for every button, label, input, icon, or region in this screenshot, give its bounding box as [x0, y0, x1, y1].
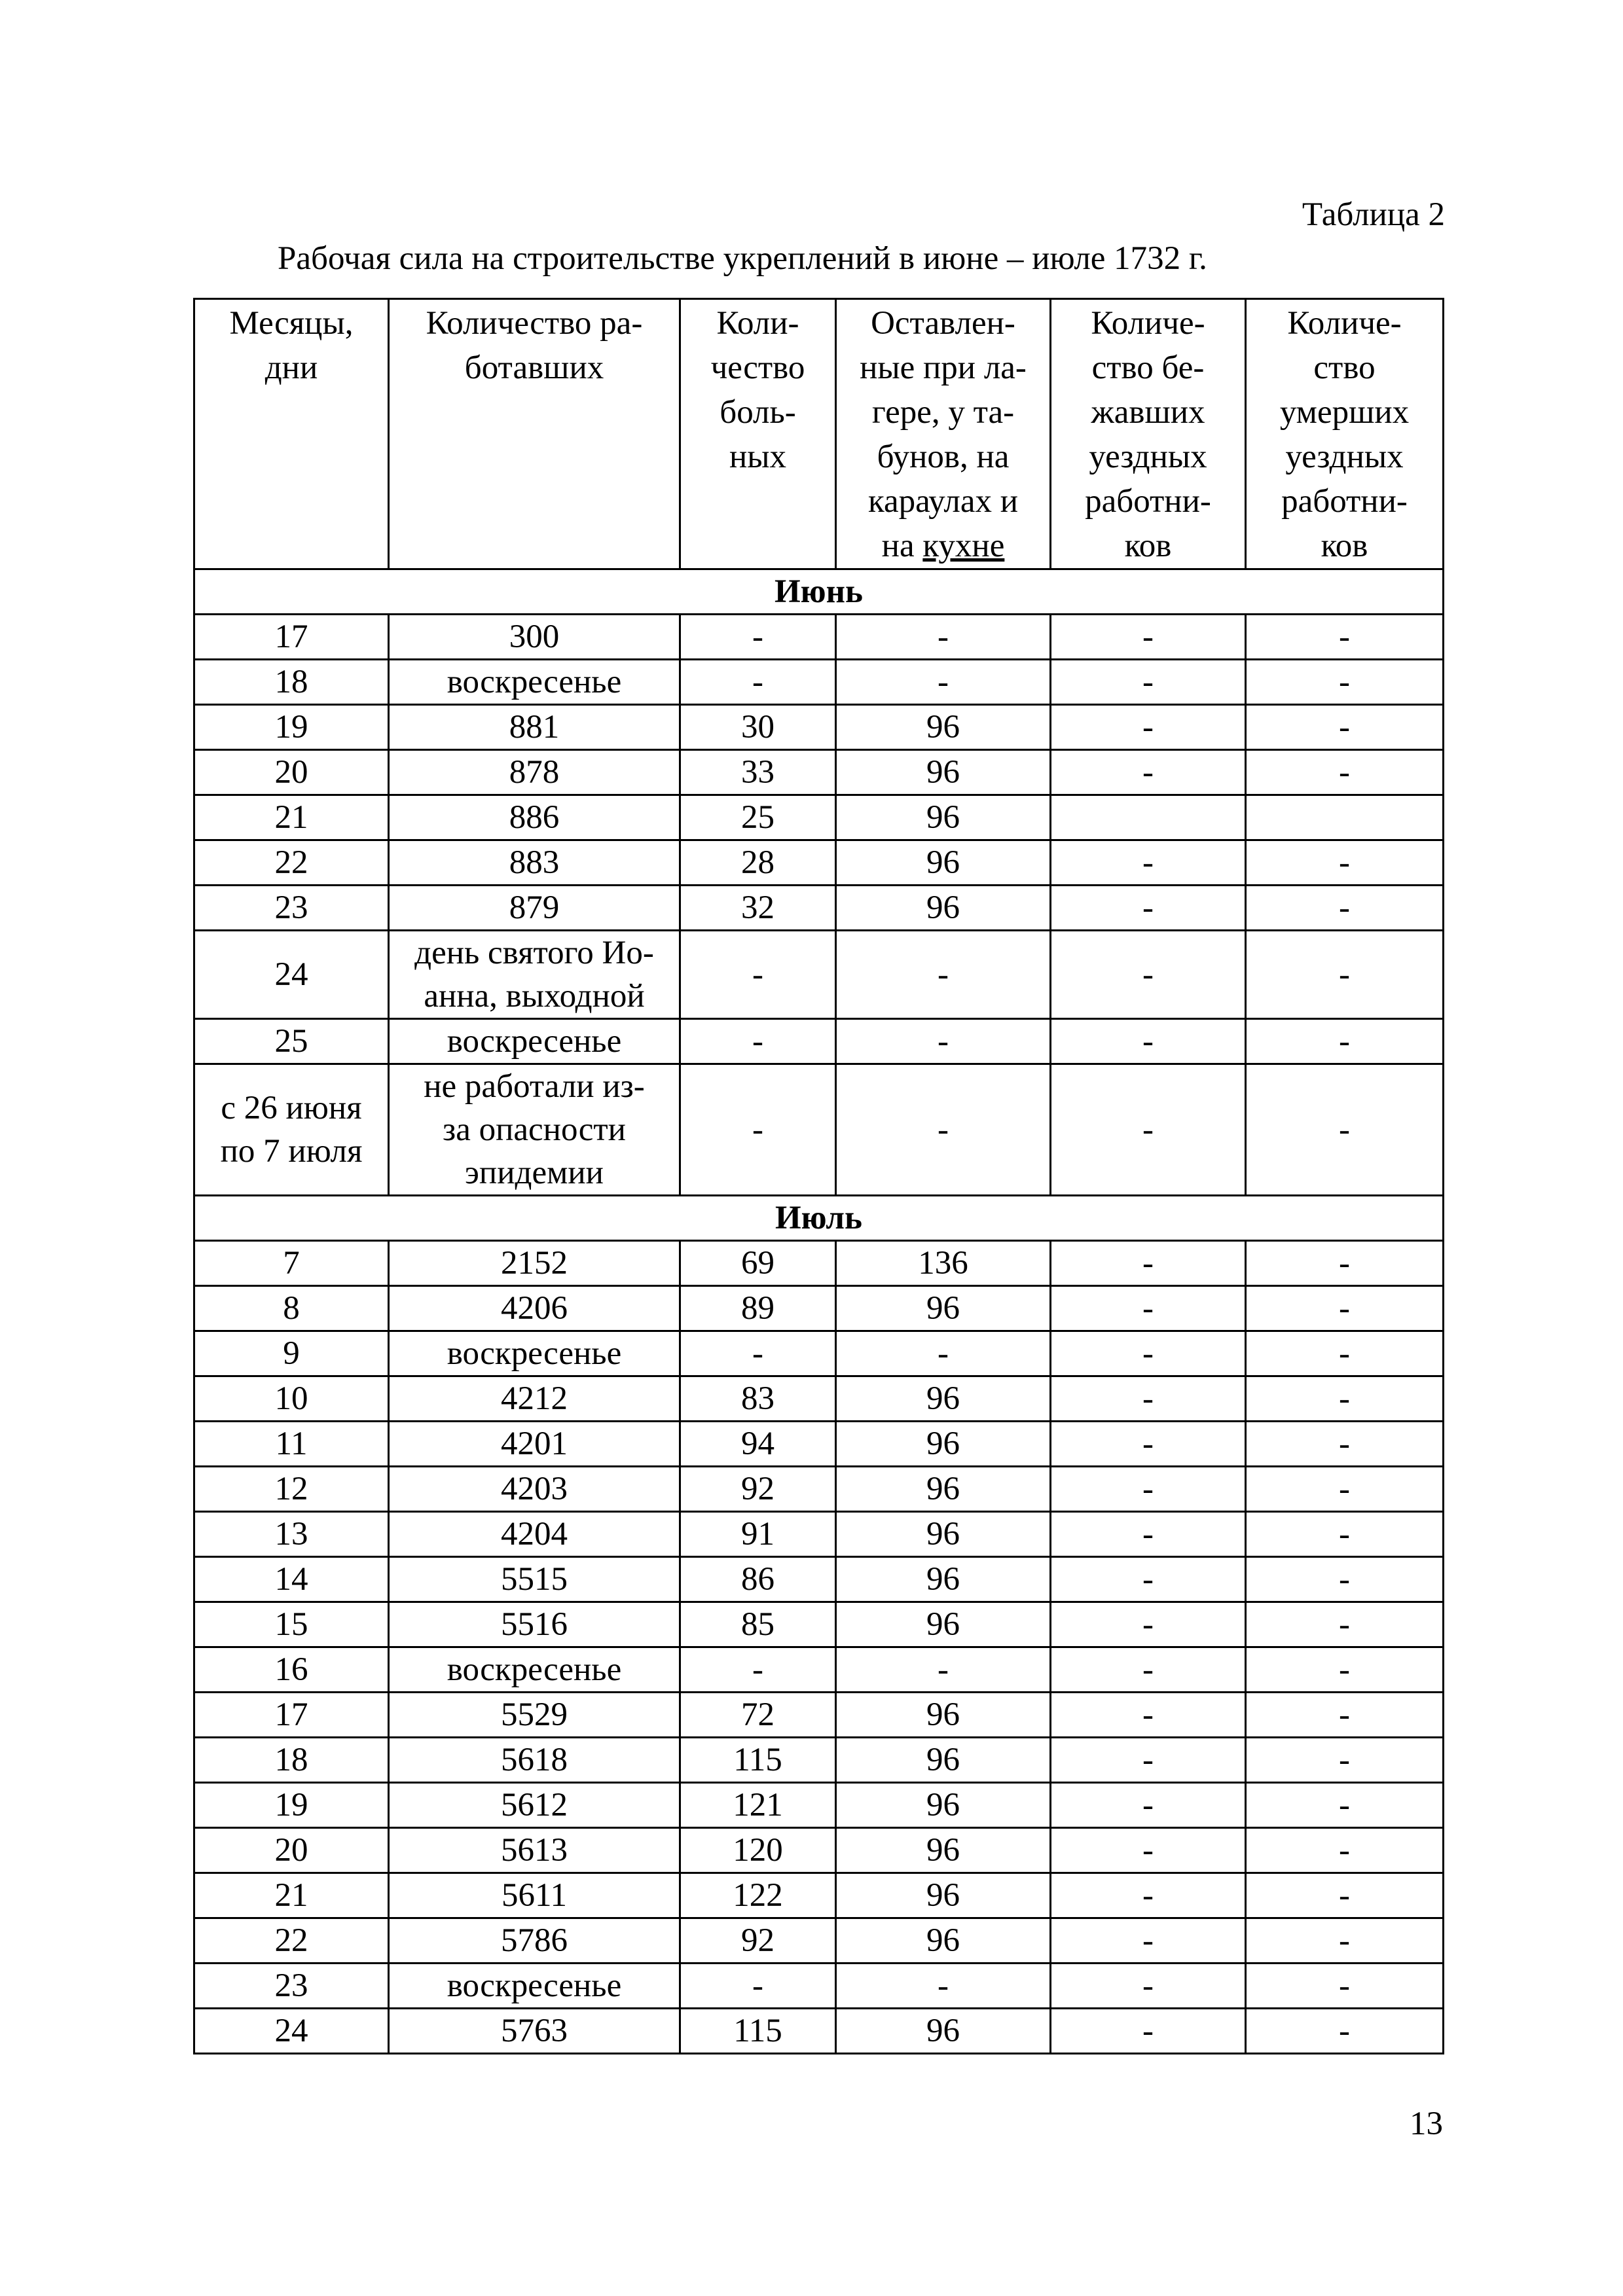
- table-cell: -: [1246, 1241, 1444, 1286]
- table-cell: 5529: [389, 1693, 680, 1738]
- table-cell: -: [1246, 840, 1444, 886]
- table-cell: 878: [389, 750, 680, 795]
- table-row: [194, 1647, 1444, 1693]
- table-cell: -: [1051, 1783, 1246, 1828]
- table-cell: 5611: [389, 1873, 680, 1918]
- table-cell: -: [1051, 1467, 1246, 1512]
- table-cell: 17: [194, 1693, 389, 1738]
- table-cell: -: [1051, 1286, 1246, 1331]
- table-cell: 2152: [389, 1241, 680, 1286]
- table-cell: 13: [194, 1512, 389, 1557]
- header-dead-workers: [1246, 299, 1444, 569]
- table-cell: -: [1051, 1964, 1246, 2009]
- table-cell: 881: [389, 705, 680, 750]
- table-cell: -: [1051, 660, 1246, 705]
- header-line: Оставлен-: [871, 305, 1015, 342]
- header-line: Количе-: [1091, 305, 1205, 342]
- table-row: [194, 1964, 1444, 2009]
- table-row: [194, 1918, 1444, 1964]
- table-cell: 136: [836, 1241, 1051, 1286]
- table-cell: -: [1246, 1647, 1444, 1693]
- table-cell: 5786: [389, 1918, 680, 1964]
- table-row: [194, 1331, 1444, 1376]
- table-cell: -: [1246, 931, 1444, 1019]
- table-cell: 879: [389, 886, 680, 931]
- table-cell: 30: [680, 705, 836, 750]
- header-line: работни-: [1085, 483, 1211, 520]
- table-cell: 96: [836, 2009, 1051, 2054]
- table-row: [194, 1064, 1444, 1196]
- table-cell: 96: [836, 1376, 1051, 1422]
- table-cell: 886: [389, 795, 680, 840]
- cell-line: по 7 июля: [220, 1133, 363, 1170]
- table-cell: -: [836, 1647, 1051, 1693]
- table-cell: 96: [836, 886, 1051, 931]
- table-cell: -: [1246, 1557, 1444, 1602]
- table-cell: 32: [680, 886, 836, 931]
- table-cell: 96: [836, 1422, 1051, 1467]
- table-row: [194, 1019, 1444, 1064]
- table-cell: -: [1246, 1019, 1444, 1064]
- table-cell: 4206: [389, 1286, 680, 1331]
- header-line: Количество ра-: [426, 305, 643, 342]
- table-cell: -: [1246, 1286, 1444, 1331]
- table-row: [194, 1422, 1444, 1467]
- table-cell: -: [1051, 1376, 1246, 1422]
- header-line: ные при ла-: [860, 350, 1027, 386]
- table-cell: -: [1051, 705, 1246, 750]
- table-cell: 21: [194, 795, 389, 840]
- table-cell: 22: [194, 1918, 389, 1964]
- table-cell: -: [1246, 1873, 1444, 1918]
- table-row: [194, 660, 1444, 705]
- table-cell: 72: [680, 1693, 836, 1738]
- table-cell: 15: [194, 1602, 389, 1647]
- table-cell: -: [1051, 1422, 1246, 1467]
- table-cell: -: [836, 1064, 1051, 1196]
- table-cell: 96: [836, 1467, 1051, 1512]
- header-line: ботавших: [464, 350, 604, 386]
- table-cell: 96: [836, 1557, 1051, 1602]
- table-cell: 91: [680, 1512, 836, 1557]
- table-cell: -: [836, 931, 1051, 1019]
- header-left-at-camp: [836, 299, 1051, 569]
- table-cell: 7: [194, 1241, 389, 1286]
- table-cell: -: [1051, 1873, 1246, 1918]
- table-cell: -: [1051, 840, 1246, 886]
- table-cell: -: [1246, 750, 1444, 795]
- table-cell: -: [1246, 1964, 1444, 2009]
- table-cell: 21: [194, 1873, 389, 1918]
- table-cell: -: [1246, 1918, 1444, 1964]
- table-cell: 12: [194, 1467, 389, 1512]
- table-cell: -: [1246, 1512, 1444, 1557]
- cell-line: с 26 июня: [221, 1090, 362, 1126]
- table-cell: 69: [680, 1241, 836, 1286]
- table-row: [194, 615, 1444, 660]
- table-cell: -: [1051, 1064, 1246, 1196]
- table-cell: 18: [194, 1738, 389, 1783]
- month-row: [194, 569, 1444, 615]
- table-row: [194, 1286, 1444, 1331]
- table-cell: 122: [680, 1873, 836, 1918]
- table-row: [194, 750, 1444, 795]
- table-cell: 16: [194, 1647, 389, 1693]
- table-cell: 25: [680, 795, 836, 840]
- cell-line: эпидемии: [465, 1155, 604, 1191]
- table-cell: 24: [194, 931, 389, 1019]
- table-cell: 5618: [389, 1738, 680, 1783]
- table-cell: 4203: [389, 1467, 680, 1512]
- table-cell: 96: [836, 1512, 1051, 1557]
- table-cell: 23: [194, 1964, 389, 2009]
- table-cell: -: [836, 615, 1051, 660]
- table-cell: 96: [836, 1738, 1051, 1783]
- table-cell: 92: [680, 1467, 836, 1512]
- table-cell: -: [1246, 1331, 1444, 1376]
- table-cell: -: [1051, 1557, 1246, 1602]
- table-cell: -: [1051, 1241, 1246, 1286]
- table-row: [194, 1512, 1444, 1557]
- header-line: ных: [729, 439, 787, 475]
- table-title: Рабочая сила на строительстве укреплений в июне – июле 1732 г.: [278, 240, 1207, 277]
- table-cell: -: [1246, 886, 1444, 931]
- header-fled-workers: [1051, 299, 1246, 569]
- table-cell: 96: [836, 750, 1051, 795]
- header-months-days: [194, 299, 389, 569]
- table-cell: -: [836, 1331, 1051, 1376]
- table-cell: -: [1051, 1602, 1246, 1647]
- table-cell: 23: [194, 886, 389, 931]
- table-cell: -: [680, 1064, 836, 1196]
- table-cell: 83: [680, 1376, 836, 1422]
- table-cell: [194, 1064, 389, 1196]
- header-line: бунов, на: [877, 439, 1010, 475]
- header-line: чество: [710, 350, 805, 386]
- table-cell: 10: [194, 1376, 389, 1422]
- table-cell: 96: [836, 1873, 1051, 1918]
- header-line: ков: [1124, 528, 1172, 564]
- table-cell: [389, 931, 680, 1019]
- header-workers-count: [389, 299, 680, 569]
- table-cell: -: [1246, 615, 1444, 660]
- table-cell: 115: [680, 2009, 836, 2054]
- table-cell: [1246, 795, 1444, 840]
- table-cell: 96: [836, 1783, 1051, 1828]
- table-cell: -: [680, 1331, 836, 1376]
- table-cell: 96: [836, 1828, 1051, 1873]
- table-cell: -: [1051, 615, 1246, 660]
- table-cell: -: [1246, 1467, 1444, 1512]
- header-line: Количе-: [1287, 305, 1402, 342]
- table-cell: -: [1246, 1376, 1444, 1422]
- table-header-row: [194, 299, 1444, 569]
- table-row: [194, 840, 1444, 886]
- table-row: [194, 1602, 1444, 1647]
- table-cell: 96: [836, 1286, 1051, 1331]
- table-cell: -: [1246, 2009, 1444, 2054]
- table-cell: 8: [194, 1286, 389, 1331]
- table-cell: 300: [389, 615, 680, 660]
- table-cell: -: [1051, 1512, 1246, 1557]
- table-cell: 96: [836, 1918, 1051, 1964]
- table-cell: 92: [680, 1918, 836, 1964]
- table-body: [194, 569, 1444, 2054]
- table-cell: -: [1051, 931, 1246, 1019]
- table-row: [194, 2009, 1444, 2054]
- table-cell: 121: [680, 1783, 836, 1828]
- table-row: [194, 795, 1444, 840]
- table-row: [194, 705, 1444, 750]
- table-cell: -: [1051, 1828, 1246, 1873]
- header-line: уездных: [1089, 439, 1207, 475]
- table-cell: 11: [194, 1422, 389, 1467]
- header-line: умерших: [1279, 394, 1410, 431]
- table-cell: 5763: [389, 2009, 680, 2054]
- table-cell: 96: [836, 705, 1051, 750]
- table-cell: 9: [194, 1331, 389, 1376]
- table-row: [194, 1693, 1444, 1738]
- table-cell: 115: [680, 1738, 836, 1783]
- table-cell: 5515: [389, 1557, 680, 1602]
- header-line: ков: [1321, 528, 1368, 564]
- table-cell: 24: [194, 2009, 389, 2054]
- month-row: [194, 1196, 1444, 1241]
- table-cell: -: [1051, 1738, 1246, 1783]
- table-cell: -: [680, 1964, 836, 2009]
- table-cell: 4201: [389, 1422, 680, 1467]
- table-cell: 28: [680, 840, 836, 886]
- table-cell: 883: [389, 840, 680, 886]
- table-cell: 4204: [389, 1512, 680, 1557]
- table-row: [194, 1557, 1444, 1602]
- table-row: [194, 1467, 1444, 1512]
- header-line: жавших: [1091, 394, 1205, 431]
- table-cell: 33: [680, 750, 836, 795]
- table-cell: 19: [194, 1783, 389, 1828]
- table-cell: -: [1051, 886, 1246, 931]
- header-line: дни: [264, 350, 318, 386]
- table-cell: воскресенье: [389, 1964, 680, 2009]
- table-cell: 120: [680, 1828, 836, 1873]
- table-cell: 85: [680, 1602, 836, 1647]
- table-cell: 20: [194, 1828, 389, 1873]
- table-cell: воскресенье: [389, 1019, 680, 1064]
- table-cell: 96: [836, 1693, 1051, 1738]
- table-cell: -: [1051, 1019, 1246, 1064]
- table-cell: воскресенье: [389, 1647, 680, 1693]
- table-cell: -: [1246, 1602, 1444, 1647]
- table-cell: 89: [680, 1286, 836, 1331]
- table-row: [194, 886, 1444, 931]
- table-cell: -: [1246, 705, 1444, 750]
- table-cell: 5613: [389, 1828, 680, 1873]
- table-cell: 96: [836, 1602, 1051, 1647]
- header-line: ство: [1313, 350, 1376, 386]
- table-cell: 25: [194, 1019, 389, 1064]
- workforce-table: [193, 298, 1444, 2054]
- table-row: [194, 1783, 1444, 1828]
- table-cell: 96: [836, 840, 1051, 886]
- table-cell: -: [680, 615, 836, 660]
- table-row: [194, 1738, 1444, 1783]
- table-row: [194, 1376, 1444, 1422]
- table-row: [194, 1828, 1444, 1873]
- table-cell: 5612: [389, 1783, 680, 1828]
- header-line: Коли-: [716, 305, 799, 342]
- table-cell: 4212: [389, 1376, 680, 1422]
- table-cell: 19: [194, 705, 389, 750]
- table-cell: 17: [194, 615, 389, 660]
- table-cell: -: [1051, 1647, 1246, 1693]
- header-line: гере, у та-: [871, 394, 1015, 431]
- table-cell: [1051, 795, 1246, 840]
- table-cell: 20: [194, 750, 389, 795]
- table-cell: 86: [680, 1557, 836, 1602]
- table-label: Таблица 2: [1302, 196, 1445, 233]
- header-line: работни-: [1281, 483, 1408, 520]
- table-cell: -: [1051, 750, 1246, 795]
- table-row: [194, 931, 1444, 1019]
- table-cell: 94: [680, 1422, 836, 1467]
- month-label: Июнь: [194, 569, 1444, 615]
- table-cell: -: [836, 1964, 1051, 2009]
- table-cell: -: [1246, 1828, 1444, 1873]
- header-underlined-word: кухне: [922, 528, 1005, 564]
- table-cell: -: [680, 660, 836, 705]
- page-number: 13: [1410, 2106, 1443, 2142]
- table-cell: -: [1246, 1064, 1444, 1196]
- header-line: на: [881, 528, 923, 564]
- table-cell: -: [1051, 2009, 1246, 2054]
- table-cell: 18: [194, 660, 389, 705]
- header-line: боль-: [720, 394, 796, 431]
- table-cell: -: [1246, 660, 1444, 705]
- header-line: караулах и: [867, 483, 1019, 520]
- table-cell: 5516: [389, 1602, 680, 1647]
- table-row: [194, 1241, 1444, 1286]
- header-line: уездных: [1285, 439, 1404, 475]
- table-cell: -: [836, 1019, 1051, 1064]
- table-row: [194, 1873, 1444, 1918]
- table-cell: воскресенье: [389, 1331, 680, 1376]
- table-cell: -: [1246, 1422, 1444, 1467]
- cell-line: за опасности: [443, 1111, 626, 1148]
- table-cell: -: [680, 931, 836, 1019]
- table-cell: -: [1246, 1738, 1444, 1783]
- table-cell: -: [1246, 1783, 1444, 1828]
- table-cell: -: [680, 1647, 836, 1693]
- table-cell: -: [1246, 1693, 1444, 1738]
- table-cell: 22: [194, 840, 389, 886]
- table-cell: -: [1051, 1918, 1246, 1964]
- table-cell: -: [680, 1019, 836, 1064]
- table-cell: -: [836, 660, 1051, 705]
- header-sick-count: [680, 299, 836, 569]
- table-cell: воскресенье: [389, 660, 680, 705]
- table-cell: [389, 1064, 680, 1196]
- cell-line: день святого Ио-: [414, 935, 654, 971]
- table-cell: 96: [836, 795, 1051, 840]
- table-cell: -: [1051, 1331, 1246, 1376]
- table-cell: -: [1051, 1693, 1246, 1738]
- header-line: ство бе-: [1091, 350, 1205, 386]
- month-label: Июль: [194, 1196, 1444, 1241]
- header-line: Месяцы,: [229, 305, 354, 342]
- table-cell: 14: [194, 1557, 389, 1602]
- cell-line: не работали из-: [424, 1068, 645, 1105]
- cell-line: анна, выходной: [424, 978, 645, 1014]
